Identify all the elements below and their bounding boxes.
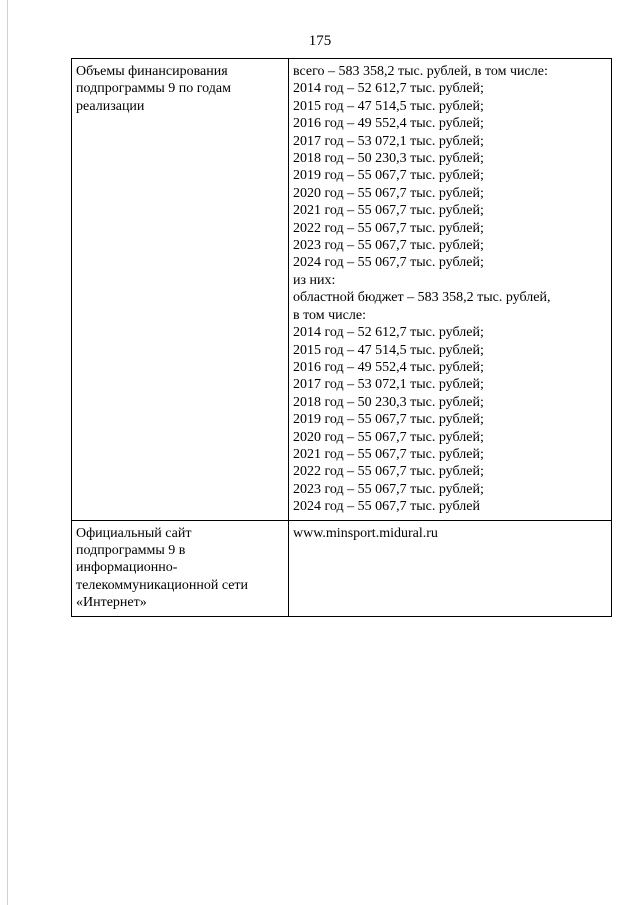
funding-year-line: 2014 год – 52 612,7 тыс. рублей; — [293, 81, 484, 97]
funding-year-line: 2024 год – 55 067,7 тыс. рублей; — [293, 255, 484, 271]
funding-label-line: Объемы финансирования — [76, 64, 228, 79]
funding-year-line: 2017 год – 53 072,1 тыс. рублей; — [293, 133, 484, 149]
regional-year-line: 2024 год – 55 067,7 тыс. рублей — [293, 499, 480, 515]
website-label-line: подпрограммы 9 в — [76, 542, 186, 558]
regional-year-line: 2022 год – 55 067,7 тыс. рублей; — [293, 464, 484, 480]
regional-year-line: 2019 год – 55 067,7 тыс. рублей; — [293, 412, 484, 428]
website-label-line: телекоммуникационной сети — [76, 577, 249, 593]
funding-subheading-line: из них: — [293, 272, 336, 288]
funding-label-line: подпрограммы 9 по годам — [76, 81, 231, 97]
funding-year-line: 2020 год – 55 067,7 тыс. рублей; — [293, 185, 484, 201]
funding-total-line: всего – 583 358,2 тыс. рублей, в том числе: — [293, 64, 548, 79]
website-label-line: «Интернет» — [76, 595, 147, 611]
funding-year-line: 2023 год – 55 067,7 тыс. рублей; — [293, 238, 484, 254]
page-number: 175 — [308, 33, 332, 49]
funding-subheading-line: в том числе: — [293, 307, 366, 323]
regional-budget-total-line: областной бюджет – 583 358,2 тыс. рублей, — [293, 290, 551, 306]
regional-year-line: 2021 год – 55 067,7 тыс. рублей; — [293, 446, 484, 462]
regional-year-line: 2016 год – 49 552,4 тыс. рублей; — [293, 359, 484, 375]
regional-year-line: 2017 год – 53 072,1 тыс. рублей; — [293, 377, 484, 393]
funding-label-line: реализации — [76, 98, 145, 114]
website-value-cell — [289, 520, 612, 616]
funding-year-line: 2016 год – 49 552,4 тыс. рублей; — [293, 116, 484, 132]
funding-value-cell — [289, 59, 612, 521]
regional-year-line: 2023 год – 55 067,7 тыс. рублей; — [293, 481, 484, 497]
table-row-website — [72, 520, 612, 616]
funding-year-line: 2015 год – 47 514,5 тыс. рублей; — [293, 98, 484, 114]
regional-year-line: 2018 год – 50 230,3 тыс. рублей; — [293, 394, 484, 410]
funding-year-line: 2018 год – 50 230,3 тыс. рублей; — [293, 151, 484, 167]
website-url: www.minsport.midural.ru — [293, 525, 438, 541]
regional-year-line: 2015 год – 47 514,5 тыс. рублей; — [293, 342, 484, 358]
table-row-funding — [72, 59, 612, 521]
page-edge — [7, 0, 8, 905]
funding-label-cell — [72, 59, 289, 521]
website-label-line: Официальный сайт — [76, 525, 192, 541]
regional-year-line: 2020 год – 55 067,7 тыс. рублей; — [293, 429, 484, 445]
funding-year-line: 2019 год – 55 067,7 тыс. рублей; — [293, 168, 484, 184]
passport-table — [71, 58, 612, 617]
funding-year-line: 2022 год – 55 067,7 тыс. рублей; — [293, 220, 484, 236]
website-label-line: информационно- — [76, 560, 178, 576]
website-label-cell — [72, 520, 289, 616]
regional-year-line: 2014 год – 52 612,7 тыс. рублей; — [293, 325, 484, 341]
funding-year-line: 2021 год – 55 067,7 тыс. рублей; — [293, 203, 484, 219]
